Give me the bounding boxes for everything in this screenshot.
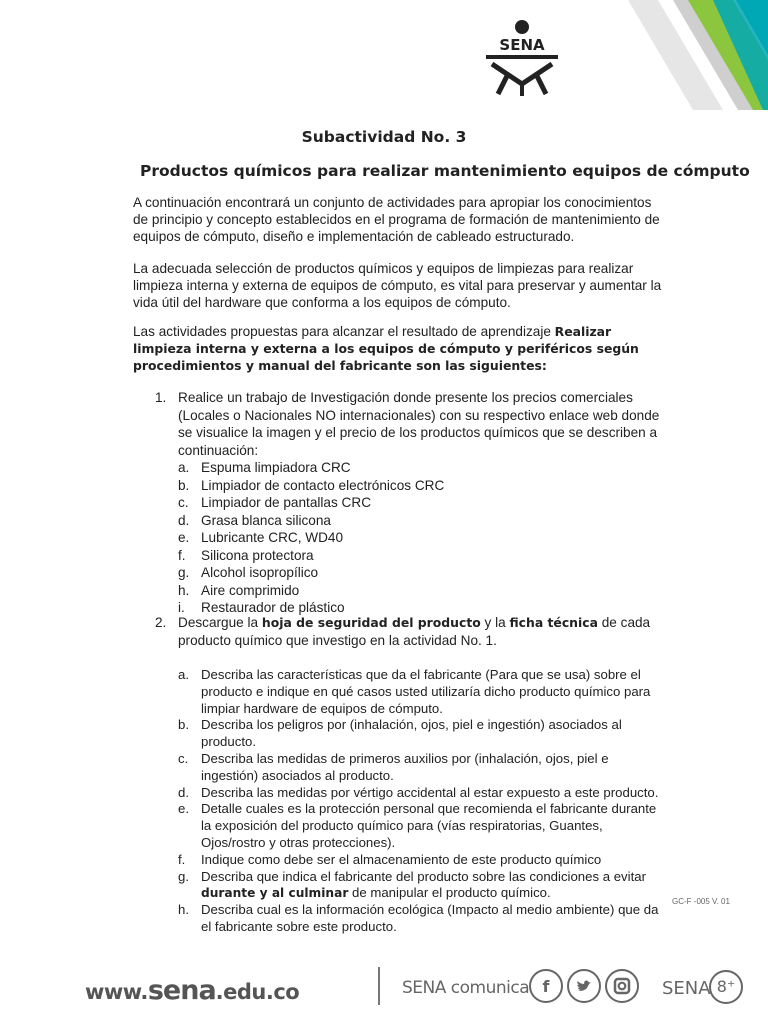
task-2-list-item — [178, 717, 663, 751]
intro-paragraph-2: La adecuada selección de productos químicos y equipos de limpiezas para realizar limpieza interna y externa de equipos de cómputo, es vital para preservar y aumentar la vida útil del hardware que conforma a los equipos de cómputo. — [133, 261, 662, 310]
task-1-list-item-text: Limpiador de contacto electrónicos CRC — [201, 477, 445, 493]
intro-paragraph-3: Las actividades propuestas para alcanzar el resultado de aprendizaje Realizar limpieza interna y externa a los equipos de cómputo y periféricos según procedimientos y manual del fabricante son las siguientes: — [133, 324, 639, 373]
page-subtitle: Productos químicos para realizar mantenimiento equipos de cómputo — [140, 162, 750, 180]
task-2-list-item — [178, 801, 663, 851]
svg-text:f: f — [542, 977, 550, 996]
task-1-list-item-text: Restaurador de plástico — [201, 600, 345, 615]
task-2-list-item — [178, 785, 663, 802]
task-2-list-item-letter: a. — [178, 667, 189, 682]
task-2-list-item-letter: h. — [178, 902, 189, 918]
task-1-list-item-text: Grasa blanca silicona — [201, 512, 331, 528]
task-2-list-item-tail: de manipular el producto químico. — [348, 885, 551, 901]
website-link[interactable]: www.sena.edu.co — [85, 975, 300, 1006]
task-2-list-item — [178, 751, 663, 785]
task-1-list-item — [178, 477, 663, 495]
footer-divider — [378, 967, 380, 1005]
task-1-list-item-text: Silicona protectora — [201, 547, 314, 563]
task-1-list-item — [178, 459, 663, 477]
task-2-list-item-text: Describa las medidas por vértigo accidental al estar expuesto a este producto. — [201, 784, 659, 800]
task-2-list-item — [178, 869, 663, 903]
logo-text: SENA — [499, 36, 545, 54]
sena-comunica-label: SENA comunica — [402, 978, 530, 998]
intro-paragraph-1: A continuación encontrará un conjunto de actividades para apropiar los conocimientos de principio y concepto establecidos en el programa de formación de mantenimiento de equipos de cómputo, diseño e implementación de cableado estructurado. — [133, 195, 660, 244]
task-1-list-item — [178, 512, 663, 530]
task-2-list-item-text: Describa las características que da el fabricante (Para que se usa) sobre el producto e indique en qué casos usted utilizaría dicho producto químico para limpiar hardware de equipos de cómputo. — [201, 667, 651, 716]
task-1-list-item-text: Alcohol isopropílico — [201, 565, 319, 580]
task-1-list-item-text: Lubricante CRC, WD40 — [201, 530, 344, 545]
task-2-list-item-letter: f. — [178, 851, 186, 867]
task-1-list-item-letter: c. — [178, 495, 189, 510]
facebook-icon[interactable] — [529, 969, 563, 1003]
task-2-list-item-emphasis: durante y al culminar — [201, 886, 349, 901]
task-2-list-item — [178, 667, 663, 717]
task-1-list-item-text: Limpiador de pantallas CRC — [201, 495, 372, 510]
learning-outcome: Realizar limpieza interna y externa a los equipos de cómputo y periféricos según procedimientos y manual del fabricante son las siguientes: — [133, 324, 639, 373]
page-title: Subactividad No. 3 — [301, 128, 467, 146]
task-2-list — [178, 667, 663, 936]
task-1-list-item-letter: f. — [178, 547, 186, 563]
task-2-list-item-text: Describa cual es la información ecológica (Impacto al medio ambiente) que da el fabricante sobre este producto. — [201, 902, 659, 934]
twitter-icon[interactable] — [567, 969, 601, 1003]
task-1-number: 1. — [155, 390, 167, 405]
task-1-list-item-letter: a. — [178, 460, 190, 475]
sena-plus-label: SENA — [662, 978, 711, 999]
task-2-text: Descargue la hoja de seguridad del producto y la ficha técnica de cada producto químico que investigo en la actividad No. 1. — [178, 615, 651, 648]
task-1-list-item-letter: d. — [178, 512, 190, 528]
task-1-list-item-letter: i. — [178, 600, 185, 615]
task-2-list-item — [178, 852, 663, 869]
task-1-list — [178, 459, 663, 617]
task-2-list-item-letter: e. — [178, 801, 189, 817]
task-1-list-item — [178, 564, 663, 582]
task-1-list-item-letter: g. — [178, 565, 190, 580]
sena-logo — [482, 18, 562, 96]
task-2-list-item-letter: d. — [178, 784, 189, 800]
task-1-text: Realice un trabajo de Investigación donde presente los precios comerciales (Locales o Nacionales NO internacionales) con su respectivo enlace web donde se visualice la imagen y el precio de los productos químicos que se describen a continuación: — [178, 390, 660, 458]
task-1-list-item — [178, 547, 663, 565]
task-2-list-item-letter: g. — [178, 868, 189, 884]
task-2-list-item-letter: b. — [178, 717, 189, 733]
task-1-list-item — [178, 494, 663, 512]
document-code: GC-F -005 V. 01 — [672, 897, 730, 906]
task-2-list-item-text: Describa que indica el fabricante del producto sobre las condiciones a evitar — [201, 868, 646, 884]
task-1-list-item — [178, 582, 663, 600]
task-2-list-item-text: Indique como debe ser el almacenamiento de este producto químico — [201, 851, 602, 867]
task-2-list-item-text: Detalle cuales es la protección personal que recomienda el fabricante durante la exposición del producto químico para (vías respiratorias, Guantes, Ojos/rostro y otras protecciones). — [201, 801, 657, 850]
task-1 — [133, 389, 663, 617]
task-2-list-item-letter: c. — [178, 750, 189, 766]
task-1-list-item — [178, 529, 663, 547]
task-2 — [133, 614, 663, 936]
task-2-number: 2. — [155, 615, 167, 630]
instagram-icon[interactable] — [605, 969, 639, 1003]
task-2-list-item-text: Describa los peligros por (inhalación, ojos, piel e ingestión) asociados al producto. — [201, 717, 622, 750]
task-1-list-item-letter: b. — [178, 477, 190, 493]
task-2-list-item-text: Describa las medidas de primeros auxilios por (inhalación, ojos, piel e ingestión) asociados al producto. — [201, 750, 609, 783]
google-plus-icon[interactable]: 8⁺ — [709, 970, 743, 1004]
task-1-list-item-letter: e. — [178, 530, 190, 545]
task-1-list-item-text: Aire comprimido — [201, 582, 300, 598]
task-1-list-item-letter: h. — [178, 582, 190, 598]
task-1-list-item-text: Espuma limpiadora CRC — [201, 460, 351, 475]
task-2-list-item — [178, 902, 663, 936]
